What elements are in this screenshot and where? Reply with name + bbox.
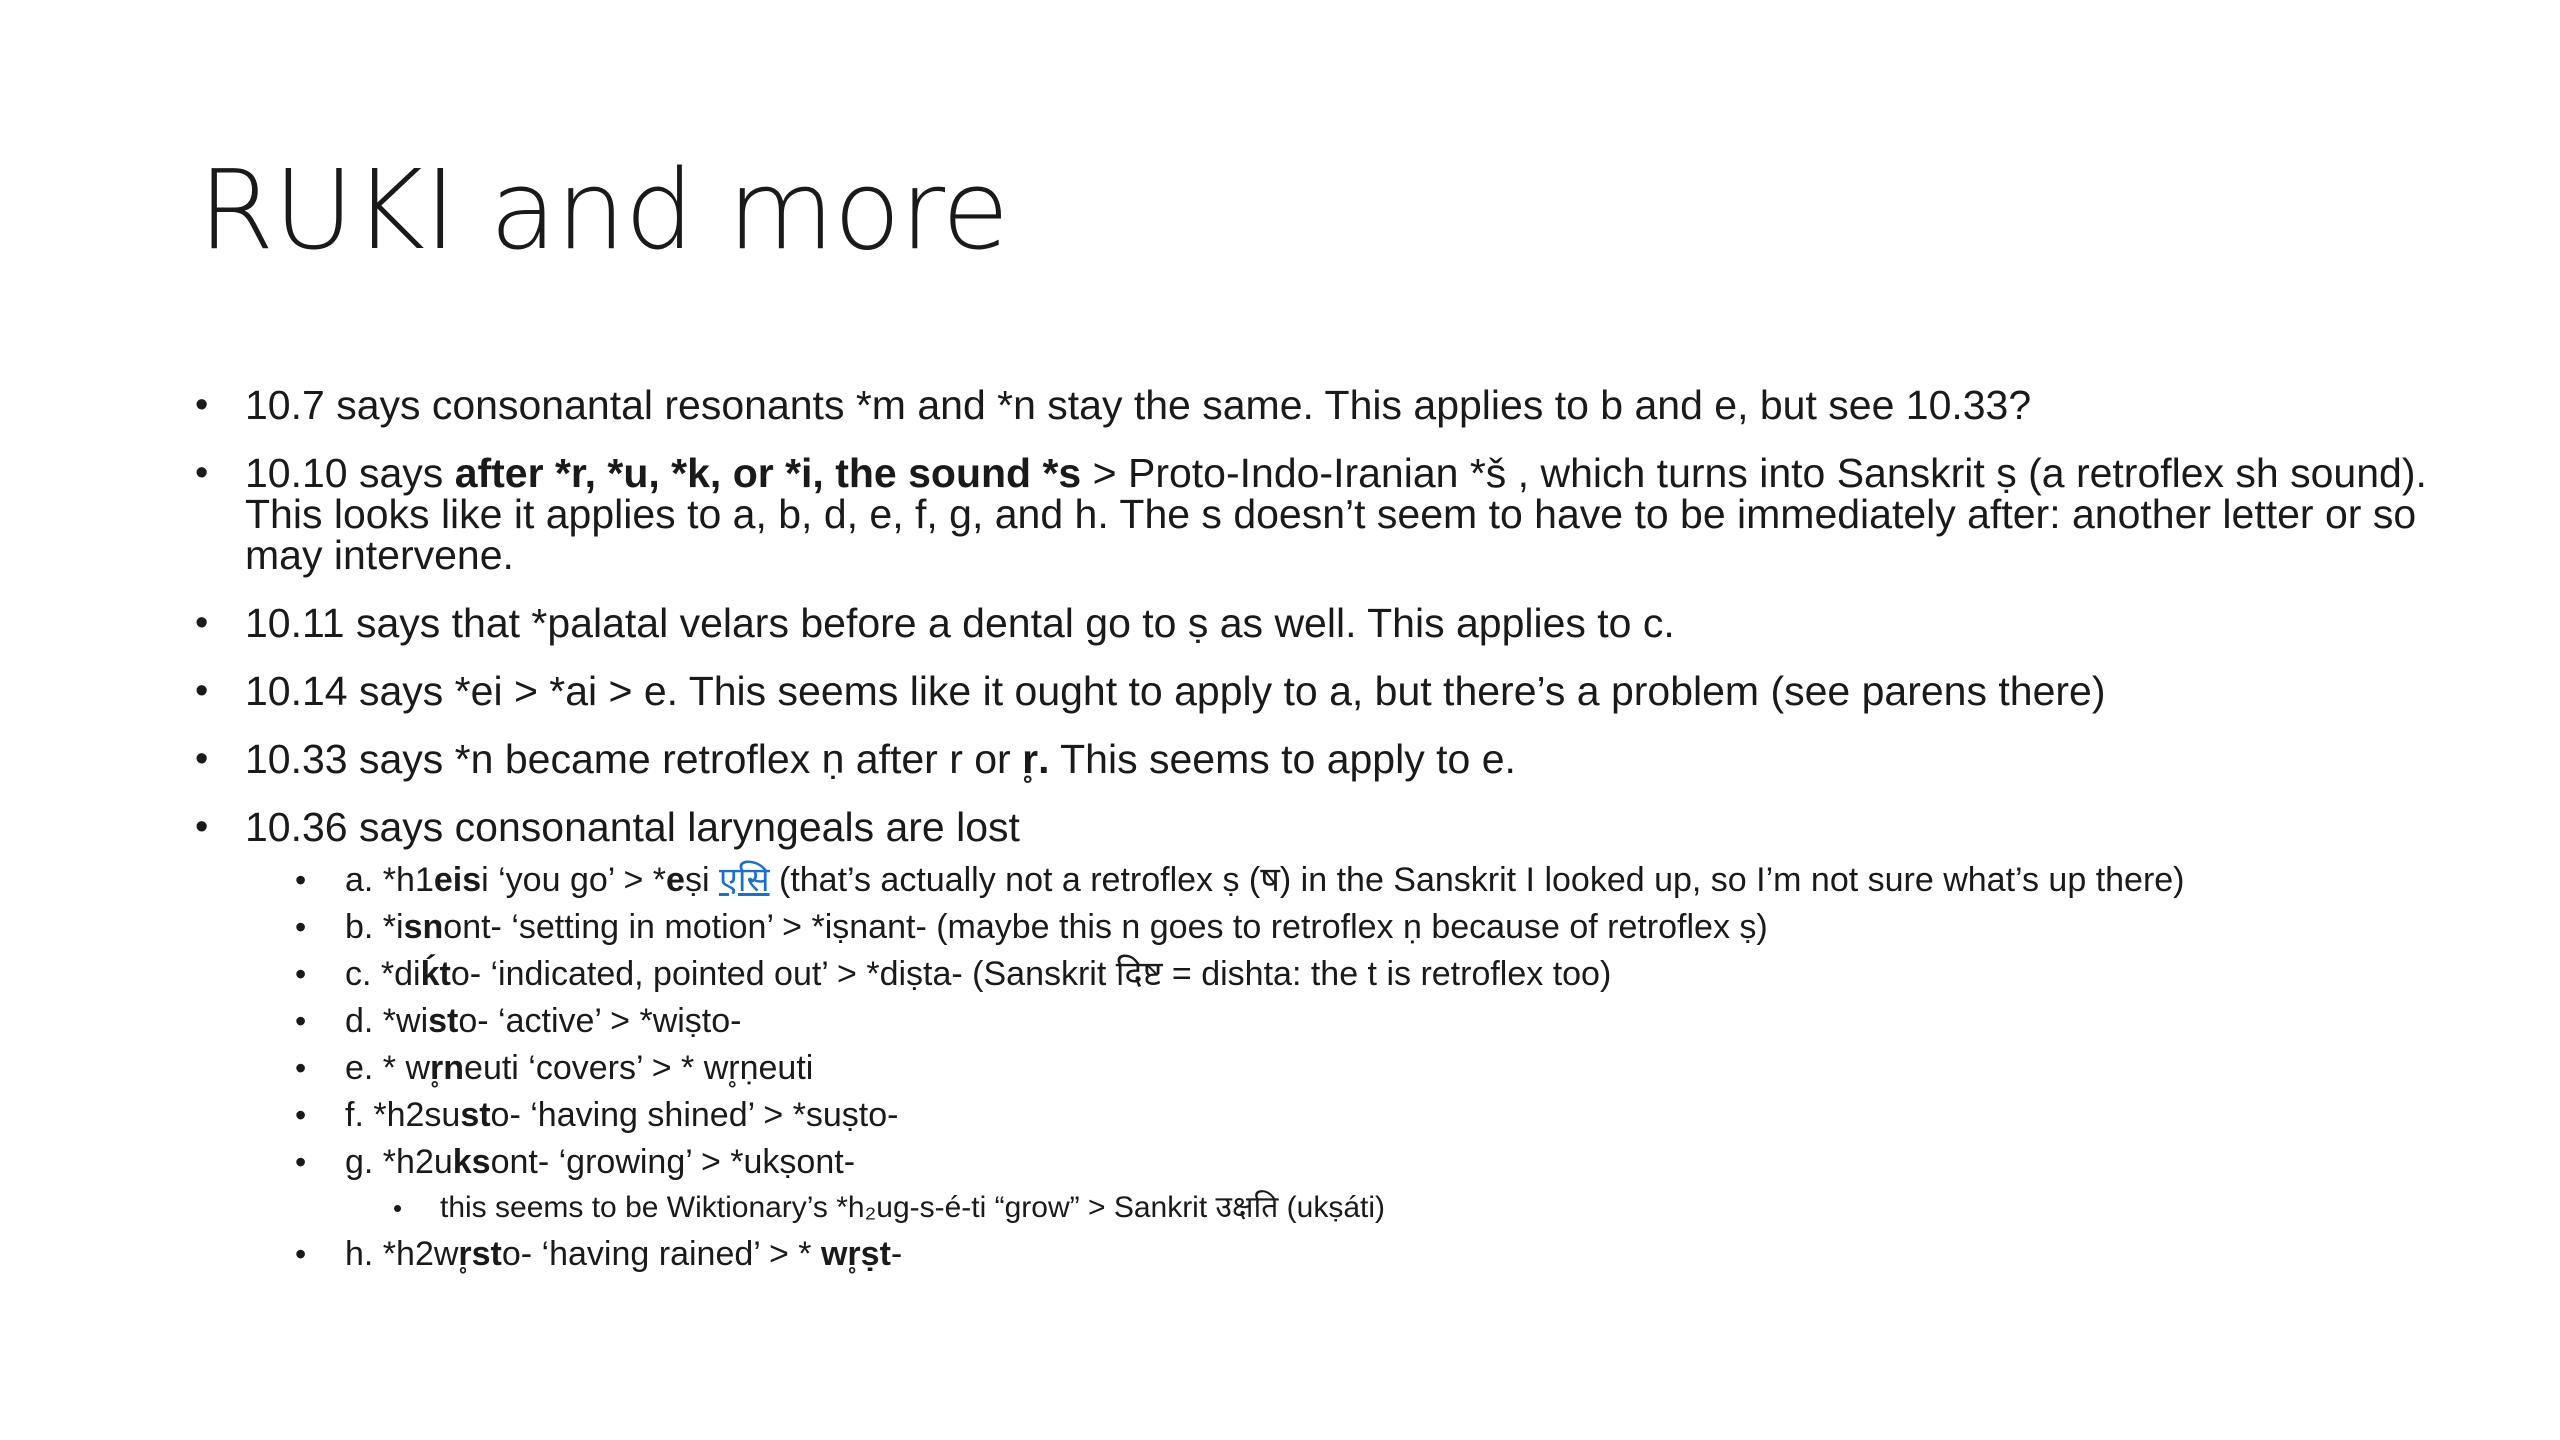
sub-bold: eis [433,861,482,899]
sub-text: ont- ‘setting in motion’ > *iṣnant- (maybe this n goes to retroflex ṇ because of retroflex ṣ) [443,908,1768,946]
sub-item-f [195,1097,2495,1133]
sub-text: - [890,1235,903,1273]
bullet-text: 10.7 says consonantal resonants *m and *n stay the same. This applies to b and e, but see 10.33? [245,382,2032,428]
sub-text: a. *h1 [345,861,434,899]
sub-text: euti ‘covers’ > * wr̥ṇeuti [464,1049,814,1087]
sub-item-h [195,1236,2495,1272]
sub-note-text: this seems to be Wiktionary’s *h₂ug-s-é-ti “grow” > Sankrit उक्षति (ukṣáti) [440,1191,1386,1224]
sub-text: o- ‘having rained’ > * [501,1235,821,1273]
sub-bold: r̥st [458,1235,502,1273]
sub-text: d. *wi [345,1002,429,1040]
sub-text: e. * w [345,1049,431,1087]
bullet-text: > Proto-Indo-Iranian *š , which turns into Sanskrit ṣ (a retroflex sh sound). This looks like it applies to a, b, d, e, f, g, and h. The s doesn’t seem to have to be immediately after: another letter or so may intervene. [245,450,2427,578]
sub-item-c [195,956,2495,992]
sub-item-g-note [195,1191,2495,1225]
bullet-10-14 [195,668,2495,714]
bullet-text: 10.36 says consonantal laryngeals are lost [245,804,1020,850]
sub-text: (that’s actually not a retroflex ṣ (ष) in the Sanskrit I looked up, so I’m not sure what’s up there) [769,861,2185,899]
sanskrit-link[interactable]: एसि [718,861,770,899]
bullet-text: This seems to apply to e. [1049,736,1516,782]
sub-item-b [195,909,2495,945]
sub-item-e [195,1050,2495,1086]
bullet-10-7 [195,382,2495,428]
bullet-bold-text: after *r, *u, *k, or *i, the sound *s [454,450,1082,496]
sub-bold: e [666,861,685,899]
sub-list [195,862,2495,1272]
bullet-10-33 [195,736,2495,782]
sub-item-g [195,1144,2495,1180]
sub-item-d [195,1003,2495,1039]
bullet-text: 10.10 says [245,450,455,496]
sub-text: o- ‘indicated, pointed out’ > *diṣta- (Sanskrit दिष्ट = dishta: the t is retroflex too) [450,955,1612,993]
sub-text: o- ‘having shined’ > *suṣto- [490,1096,899,1134]
bullet-10-10 [195,450,2495,578]
bullet-10-11 [195,600,2495,646]
bullet-text: 10.33 says *n became retroflex ṇ after r or [245,736,1023,782]
sub-text: ont- ‘growing’ > *ukṣont- [490,1143,856,1181]
sub-bold: ks [452,1143,491,1181]
bullet-text: 10.11 says that *palatal velars before a dental go to ṣ as well. This applies to c. [245,600,1675,646]
sub-text: o- ‘active’ > *wiṣto- [458,1002,742,1040]
sub-text: c. *di [345,955,421,993]
sub-bold: st [428,1002,459,1040]
sub-bold: ḱt [420,955,451,993]
bullet-text: 10.14 says *ei > *ai > e. This seems like it ought to apply to a, but there’s a problem (see parens there) [245,668,2106,714]
sub-bold: wr̥ṣt [820,1235,891,1273]
sub-item-a [195,862,2495,898]
sub-bold: r̥n [430,1049,465,1087]
sub-bold: sn [403,908,444,946]
sub-bold: st [460,1096,491,1134]
sub-text: b. *i [345,908,404,946]
bullet-bold-text: r̥. [1022,736,1050,782]
slide-title: RUKI and more [198,146,1009,274]
bullet-10-36 [195,804,2495,850]
sub-text: h. *h2w [345,1235,459,1273]
sub-text: i ‘you go’ > * [481,861,667,899]
sub-text: ṣi [684,861,719,899]
sub-text: g. *h2u [345,1143,453,1181]
slide-body [195,382,2495,1283]
sub-text: f. *h2su [345,1096,461,1134]
